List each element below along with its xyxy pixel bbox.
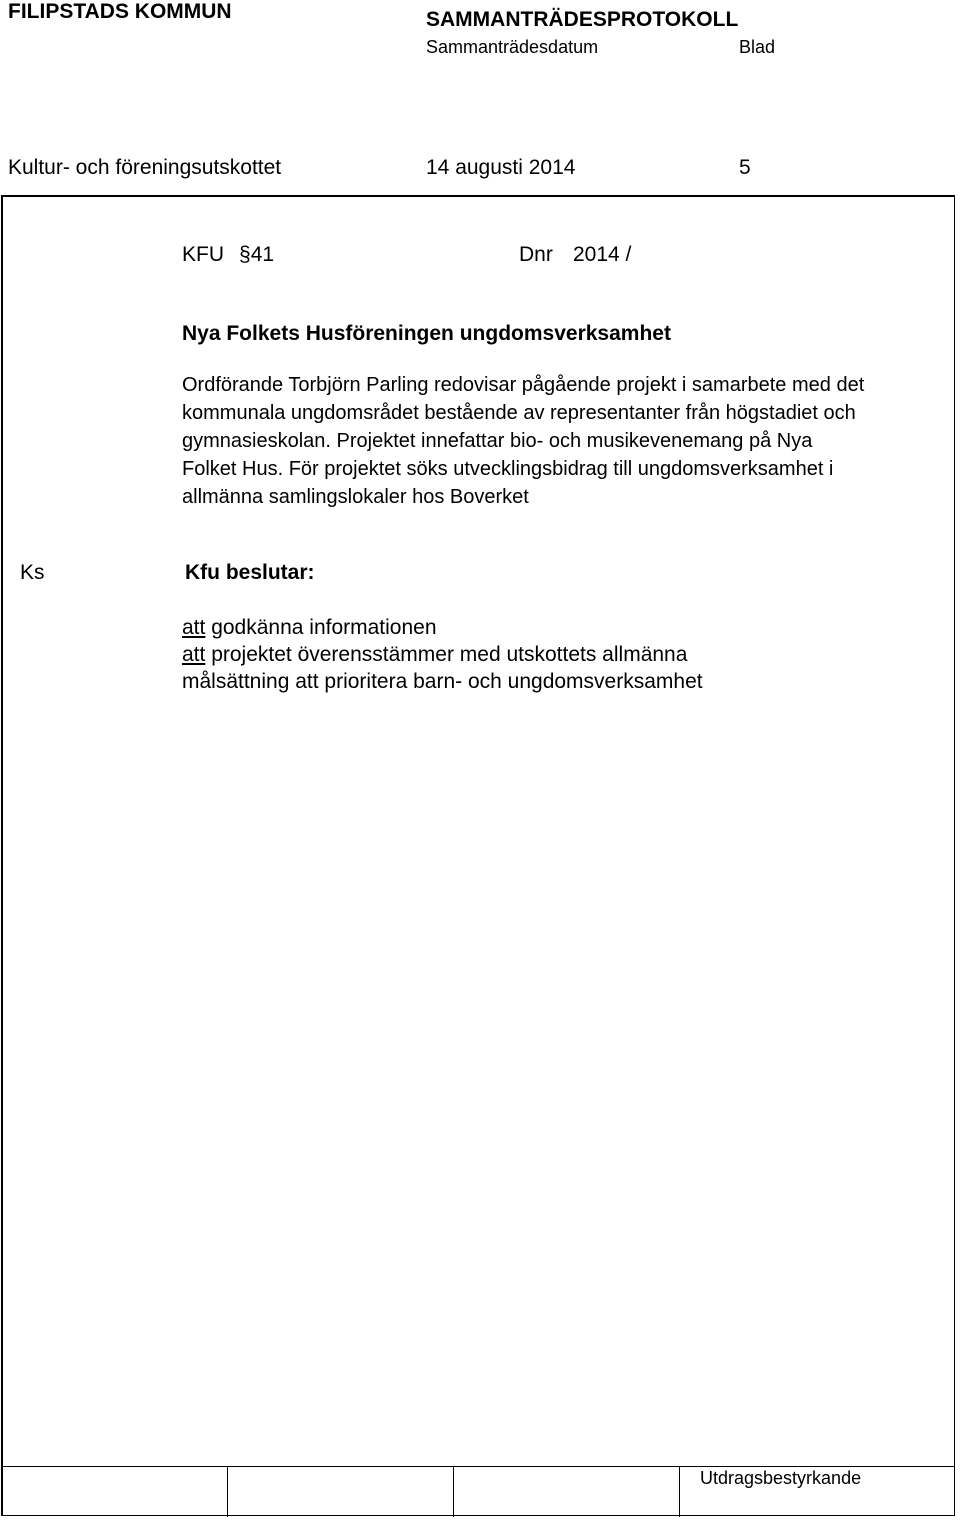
decision-keyword: att <box>182 616 206 639</box>
description-line: gymnasieskolan. Projektet innefattar bio- och musikevenemang på Nya <box>182 430 813 452</box>
signature-cell <box>228 1467 454 1517</box>
decision-list <box>182 614 703 695</box>
decision-heading: Kfu beslutar: <box>185 561 315 584</box>
case-title: Nya Folkets Husföreningen ungdomsverksamhet <box>182 322 671 345</box>
case-description <box>182 371 942 511</box>
decision-text: projektet överensstämmer med utskottets allmänna <box>205 643 688 666</box>
organization-name: FILIPSTADS KOMMUN <box>8 0 232 23</box>
case-id: KFU <box>182 243 224 266</box>
description-line: allmänna samlingslokaler hos Boverket <box>182 486 529 508</box>
meeting-date: 14 augusti 2014 <box>426 156 576 179</box>
page-number: 5 <box>739 156 751 179</box>
description-line: kommunala ungdomsrådet bestående av representanter från högstadiet och <box>182 402 856 424</box>
paragraph-number <box>239 243 274 267</box>
certification-label: Utdragsbestyrkande <box>700 1468 862 1488</box>
decision-text: godkänna informationen <box>205 616 437 639</box>
page-label: Blad <box>739 37 776 57</box>
dnr-label: Dnr <box>519 243 553 266</box>
decision-keyword: att <box>182 643 206 666</box>
meeting-date-label: Sammanträdesdatum <box>426 37 599 57</box>
document-type: SAMMANTRÄDESPROTOKOLL <box>426 8 739 31</box>
decision-item <box>182 614 703 641</box>
distribution-label: Ks <box>20 561 45 584</box>
description-line: Ordförande Torbjörn Parling redovisar pågående projekt i samarbete med det <box>182 374 865 396</box>
paragraph-sign: § <box>239 243 251 266</box>
signature-cell <box>1 1467 228 1517</box>
decision-continuation: målsättning att prioritera barn- och ungdomsverksamhet <box>182 670 703 693</box>
committee-name: Kultur- och föreningsutskottet <box>8 156 282 179</box>
signature-cell <box>454 1467 680 1517</box>
description-line: Folket Hus. För projektet söks utvecklingsbidrag till ungdomsverksamhet i <box>182 458 834 480</box>
dnr-value: 2014 / <box>573 243 632 266</box>
decision-item <box>182 641 703 668</box>
paragraph-value: 41 <box>250 243 275 266</box>
